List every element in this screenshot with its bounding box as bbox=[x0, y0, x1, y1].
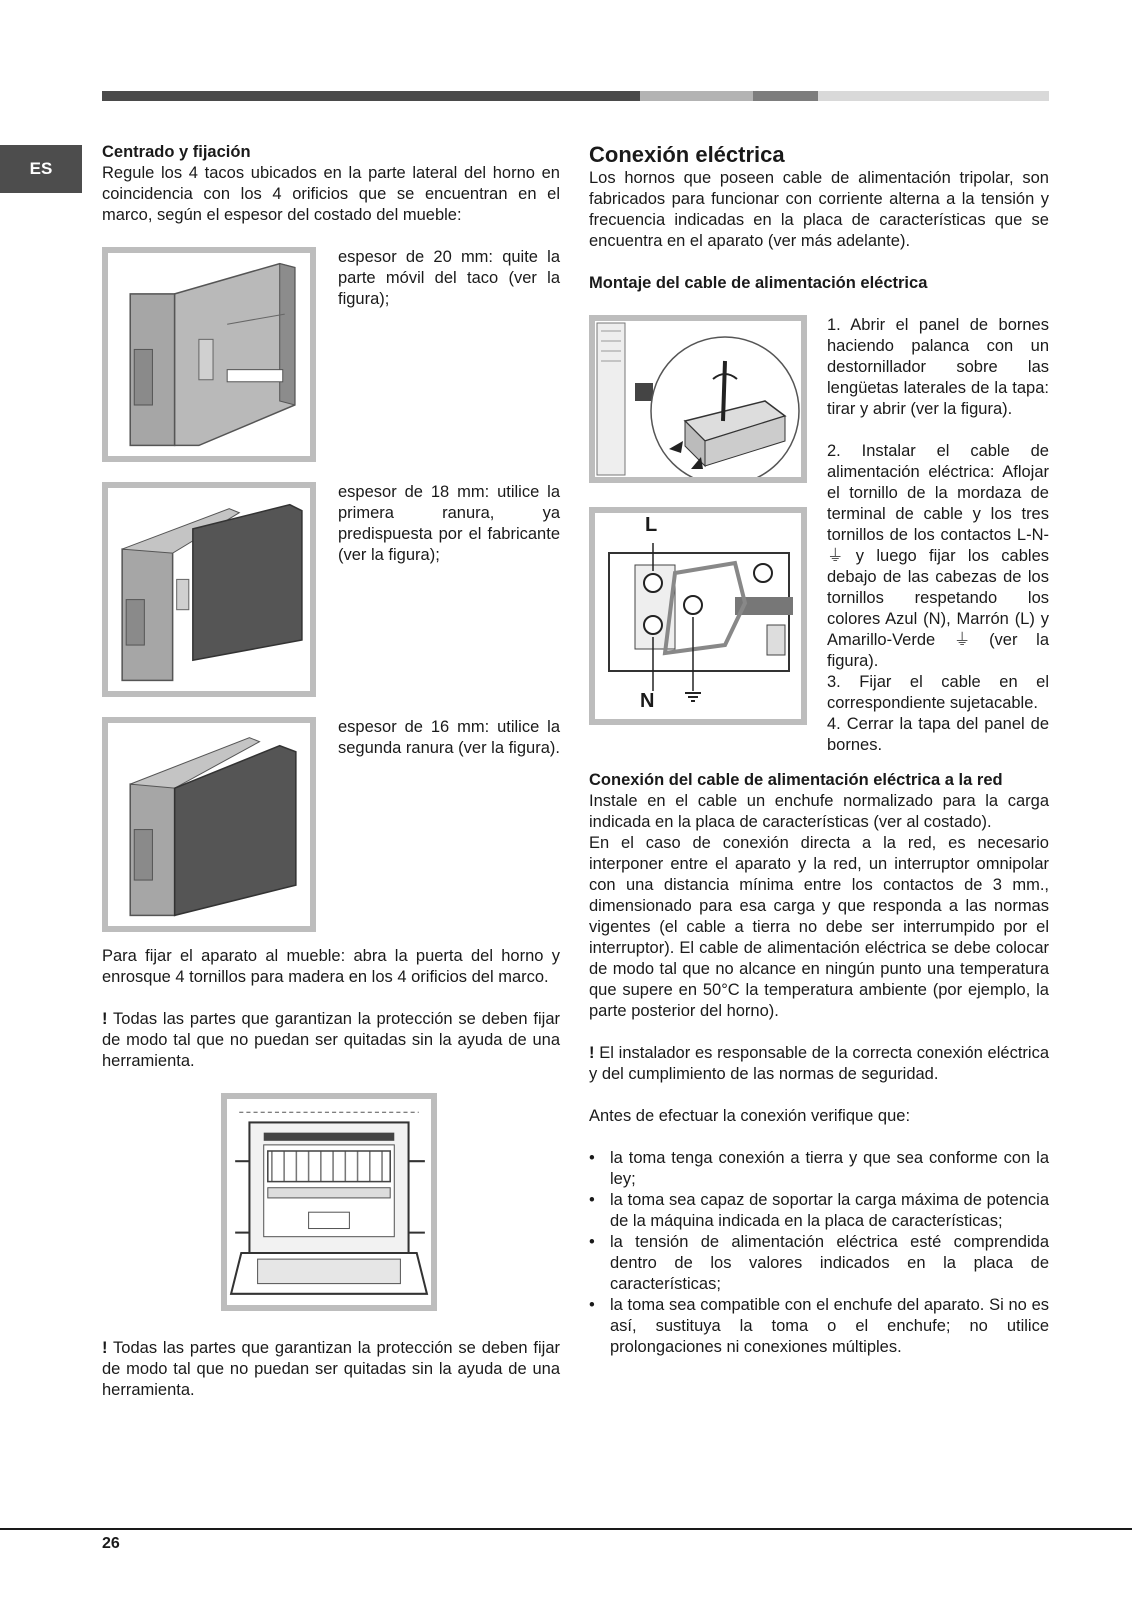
net-text-2: En el caso de conexión directa a la red, es necesario interponer entre el aparato y la red, un interruptor omnipolar con una distancia mínima entre los contactos de 3 mm., dimensionado para esa carga y que responda a las normas vigentes (el cable a tierra no debe ser interrumpido por el interruptor). El cable de alimentación eléctrica se debe colocar de modo tal que no alcance en ningún punto una temperatura que supere en 50°C la temperatura ambiente (por ejemplo, la parte posterior del horno). bbox=[589, 834, 1049, 1020]
figure-caption-18mm: espesor de 18 mm: utilice la primera ranura, ya predispuesta por el fabricante (ver la figura); bbox=[338, 483, 560, 564]
warning-text: El instalador es responsable de la correcta conexión eléctrica y del cumplimiento de las normas de seguridad. bbox=[589, 1044, 1049, 1083]
diagram-label-l: L bbox=[645, 514, 658, 536]
figure-terminal-wiring bbox=[589, 507, 807, 725]
list-item: • la tensión de alimentación eléctrica esté comprendida dentro de los valores indicados en la placa de características; bbox=[589, 1232, 1049, 1295]
check-intro: Antes de efectuar la conexión verifique que: bbox=[589, 1107, 911, 1125]
right-column bbox=[589, 142, 1049, 1358]
bracket-illustration bbox=[108, 488, 310, 691]
terminal-wiring-diagram bbox=[595, 513, 801, 719]
terminal-box-illustration bbox=[595, 321, 801, 477]
figure-row-16mm bbox=[102, 717, 560, 932]
warning-installer bbox=[589, 1043, 1049, 1085]
mount-steps-row bbox=[589, 315, 1049, 756]
step-3: 3. Fijar el cable en el correspondiente sujetacable. bbox=[827, 673, 1049, 712]
list-item: • la toma tenga conexión a tierra y que sea conforme con la ley; bbox=[589, 1148, 1049, 1190]
subtitle-conexion-red: Conexión del cable de alimentación eléctrica a la red bbox=[589, 771, 1003, 789]
section-title-centrado: Centrado y fijación bbox=[102, 143, 251, 161]
figure-bracket-16mm bbox=[102, 717, 316, 932]
mount-steps bbox=[807, 315, 1049, 756]
list-item: • la toma sea compatible con el enchufe del aparato. Si no es así, sustituya la toma o el enchufe; no utilice prolongaciones ni conexiones múltiples. bbox=[589, 1295, 1049, 1358]
subtitle-montaje: Montaje del cable de alimentación eléctrica bbox=[589, 274, 928, 292]
list-item: • la toma sea capaz de soportar la carga máxima de potencia de la máquina indicada en la placa de características; bbox=[589, 1190, 1049, 1232]
check-list bbox=[589, 1148, 1049, 1358]
warning-protection-2 bbox=[102, 1338, 560, 1401]
language-tab: ES bbox=[0, 145, 82, 193]
warning-protection-1 bbox=[102, 1009, 560, 1072]
figure-row-18mm bbox=[102, 482, 560, 697]
warning-text: Todas las partes que garantizan la protección se deben fijar de modo tal que no puedan ser quitadas sin la ayuda de una herramienta. bbox=[102, 1010, 560, 1070]
diagram-label-n: N bbox=[640, 690, 655, 712]
step-4: 4. Cerrar la tapa del panel de bornes. bbox=[827, 715, 1049, 754]
footer-divider bbox=[0, 1528, 1132, 1530]
figure-oven-front bbox=[221, 1093, 437, 1311]
mount-figures bbox=[589, 315, 807, 756]
bracket-illustration bbox=[108, 723, 310, 926]
step-2: 2. Instalar el cable de alimentación eléctrica: Aflojar el tornillo de la mordaza de terminal de cable y los tres tornillos de los contactos L-N-⏚ y luego fijar los cables debajo de las cabezas de los tornillos respetando los colores Azul (N), Marrón (L) y Amarillo-Verde ⏚ (ver la figura). bbox=[827, 442, 1049, 670]
warning-text: Todas las partes que garantizan la protección se deben fijar de modo tal que no puedan ser quitadas sin la ayuda de una herramienta. bbox=[102, 1339, 560, 1399]
figure-bracket-18mm bbox=[102, 482, 316, 697]
net-text-1: Instale en el cable un enchufe normalizado para la carga indicada en la placa de características (ver al costado). bbox=[589, 792, 1049, 831]
warning-mark: ! bbox=[102, 1010, 108, 1028]
warning-mark: ! bbox=[589, 1044, 595, 1062]
header-color-bar bbox=[102, 91, 1049, 101]
figure-caption-20mm: espesor de 20 mm: quite la parte móvil del taco (ver la figura); bbox=[338, 248, 560, 308]
step-1: 1. Abrir el panel de bornes haciendo palanca con un destornillador sobre las lengüetas laterales de la tapa: tirar y abrir (ver la figura). bbox=[827, 316, 1049, 418]
figure-caption-16mm: espesor de 16 mm: utilice la segunda ranura (ver la figura). bbox=[338, 718, 560, 757]
figure-row-20mm bbox=[102, 247, 560, 462]
title-conexion-electrica: Conexión eléctrica bbox=[589, 142, 785, 167]
figure-terminal-open bbox=[589, 315, 807, 483]
bracket-illustration bbox=[108, 253, 310, 456]
page-number: 26 bbox=[102, 1535, 120, 1552]
ground-symbol-icon: ⏚ bbox=[953, 631, 971, 649]
left-column bbox=[102, 142, 560, 1401]
conexion-intro: Los hornos que poseen cable de alimentación tripolar, son fabricados para funcionar con corriente alterna a la tensión y frecuencia indicadas en la placa de características que se encuentra en el aparato (ver más adelante). bbox=[589, 169, 1049, 250]
centrado-intro: Regule los 4 tacos ubicados en la parte lateral del horno en coincidencia con los 4 orificios que se encuentran en el marco, según el espesor del costado del mueble: bbox=[102, 164, 560, 224]
oven-illustration bbox=[227, 1099, 431, 1305]
warning-mark: ! bbox=[102, 1339, 108, 1357]
ground-symbol-icon: ⏚ bbox=[827, 547, 844, 565]
figure-bracket-20mm bbox=[102, 247, 316, 462]
fix-text: Para fijar el aparato al mueble: abra la puerta del horno y enrosque 4 tornillos para madera en los 4 orificios del marco. bbox=[102, 947, 560, 986]
